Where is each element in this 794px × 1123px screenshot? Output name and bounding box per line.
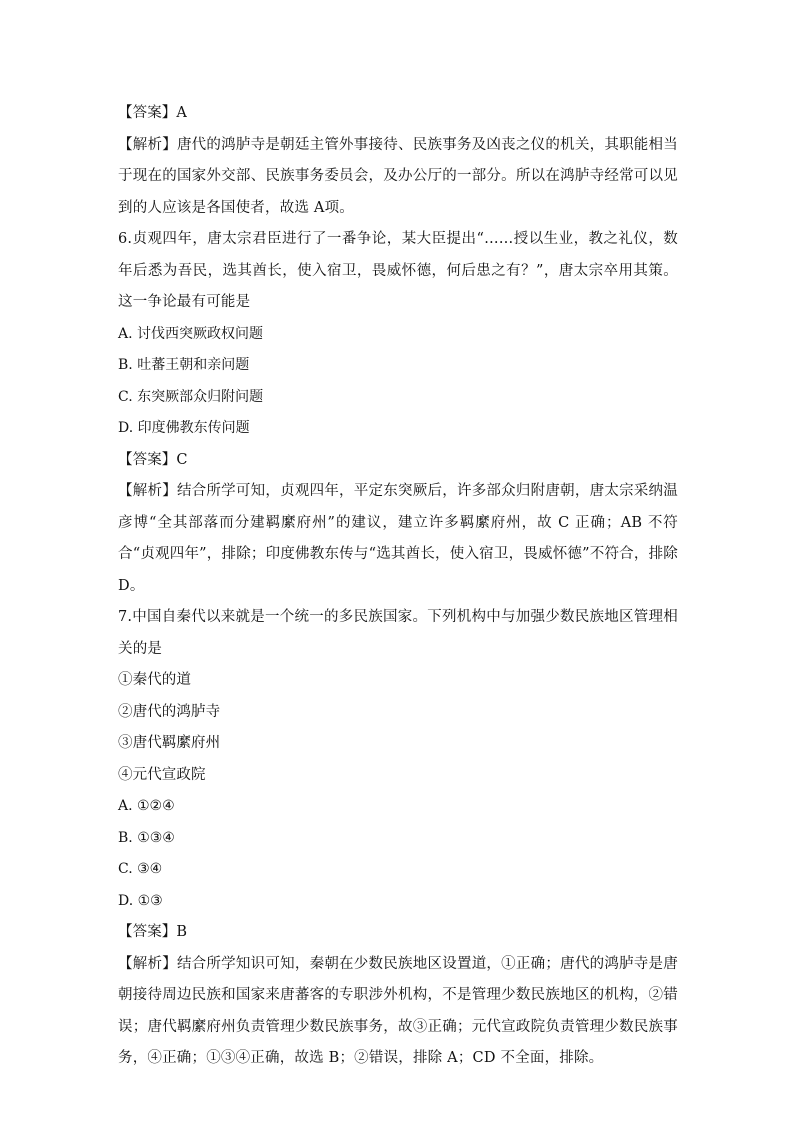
document-page [118, 98, 678, 1075]
q7-stem: 7.中国自秦代以来就是一个统一的多民族国家。下列机构中与加强少数民族地区管理相关的是 [118, 609, 678, 657]
q5-answer: 【答案】A [118, 105, 187, 121]
q7-option-c: C. ③④ [118, 861, 163, 877]
q6-analysis: 【解析】结合所学可知，贞观四年，平定东突厥后，许多部众归附唐朝，唐太宗采纳温彦博“全其部落而分建羁縻府州”的建议，建立许多羁縻府州，故 C 正确；AB 不符合“贞观四年”，排除；印度佛教东传与“选其酋长，使入宿卫，畏威怀德”不符合，排除 D。 [118, 483, 678, 594]
q6-option-d: D. 印度佛教东传问题 [118, 420, 250, 436]
q6-option-a: A. 讨伐西突厥政权问题 [118, 325, 264, 342]
q7-option-a: A. ①②④ [118, 798, 175, 814]
q6-option-b: B. 吐蕃王朝和亲问题 [118, 357, 250, 373]
q6-option-c: C. 东突厥部众归附问题 [118, 388, 264, 405]
q7-item-3: ③唐代羁縻府州 [118, 735, 221, 751]
q7-analysis: 【解析】结合所学知识可知，秦朝在少数民族地区设置道，①正确；唐代的鸿胪寺是唐朝接待周边民族和国家来唐蕃客的专职涉外机构，不是管理少数民族地区的机构，②错误；唐代羁縻府州负责管理少数民族事务，故③正确；元代宣政院负责管理少数民族事务，④正确；①③④正确，故选 B；②错误，排除 A；CD 不全面，排除。 [118, 955, 678, 1066]
q5-analysis: 【解析】唐代的鸿胪寺是朝廷主管外事接待、民族事务及凶丧之仪的机关，其职能相当于现在的国家外交部、民族事务委员会，及办公厅的一部分。所以在鸿胪寺经常可以见到的人应该是各国使者，故选 A项。 [118, 136, 678, 216]
q7-answer: 【答案】B [118, 924, 188, 940]
q6-stem: 6.贞观四年，唐太宗君臣进行了一番争论，某大臣提出“……授以生业，教之礼仪，数年后悉为吾民，选其酋长，使入宿卫，畏威怀德，何后患之有？”，唐太宗卒用其策。这一争论最有可能是 [118, 231, 678, 310]
q6-answer: 【答案】C [118, 451, 188, 468]
q7-item-1: ①秦代的道 [118, 672, 191, 688]
q7-option-b: B. ①③④ [118, 829, 175, 846]
q7-item-4: ④元代宣政院 [118, 766, 206, 783]
q7-option-d: D. ①③ [118, 892, 163, 909]
q7-item-2: ②唐代的鸿胪寺 [118, 703, 221, 720]
